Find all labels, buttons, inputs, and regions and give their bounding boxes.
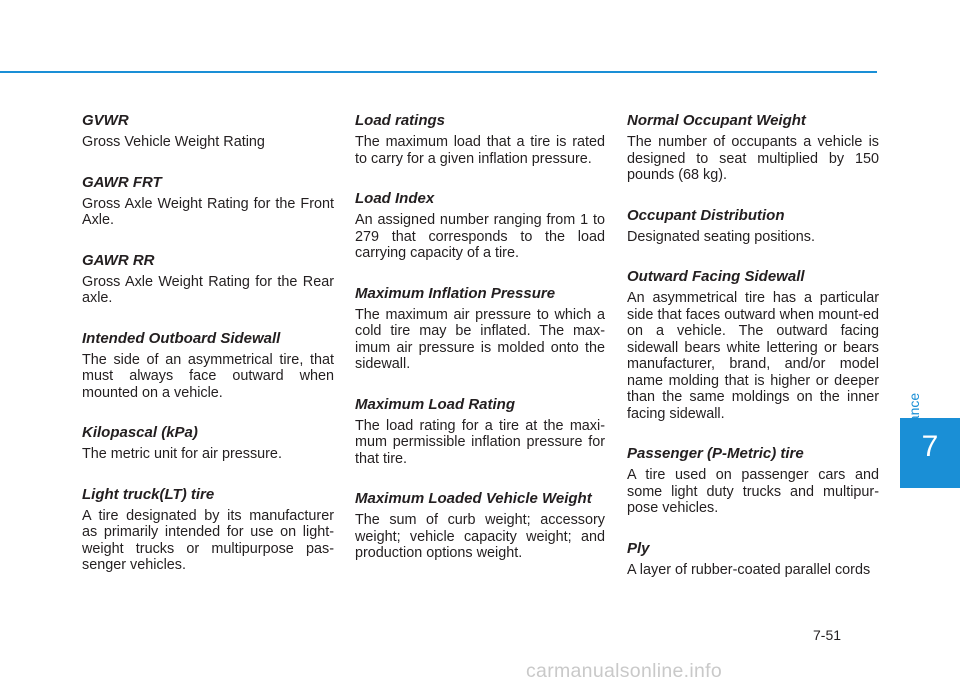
term-heading: GVWR	[82, 112, 129, 129]
term-definition: The metric unit for air pressure.	[82, 446, 282, 462]
term-heading: Load ratings	[355, 112, 446, 129]
term-heading: Kilopascal (kPa)	[82, 424, 198, 441]
term-heading: Light truck(LT) tire	[82, 485, 215, 503]
term-definition: An assigned number ranging from 1 to 279 that corresponds to the load carrying capacity of a tire.	[355, 212, 605, 261]
term-heading: Maximum Inflation Pressure	[355, 284, 556, 302]
term-heading: Outward Facing Sidewall	[627, 268, 805, 285]
term-heading: Ply	[627, 539, 650, 557]
term-definition: A tire designated by its manufacturer as primarily intended for use on light-weight trucks or multipurpose pas-senger vehicles.	[82, 507, 334, 573]
term-definition: The maximum air pressure to which a cold tire may be inflated. The max-imum air pressure is molded onto the sidewall.	[355, 306, 605, 372]
term-definition: A tire used on passenger cars and some light duty trucks and multipur-pose vehicles.	[627, 467, 879, 516]
glossary-column-3	[627, 112, 879, 601]
term-definition: Gross Axle Weight Rating for the Front Axle.	[82, 195, 334, 228]
term-heading: Occupant Distribution	[627, 206, 785, 224]
term-definition: Gross Axle Weight Rating for the Rear axle.	[82, 273, 334, 306]
header-rule	[0, 71, 877, 73]
term-definition: A layer of rubber-coated parallel cords	[627, 561, 871, 578]
term-definition: The maximum load that a tire is rated to carry for a given inflation pressure.	[355, 134, 605, 167]
term-heading: Passenger (P-Metric) tire	[627, 445, 804, 462]
watermark-text: carmanualsonline.info	[526, 660, 722, 682]
term-heading: GAWR RR	[82, 251, 155, 269]
chapter-tab	[900, 418, 960, 488]
term-definition: The number of occupants a vehicle is designed to seat multiplied by 150 pounds (68 kg).	[627, 134, 879, 183]
term-heading: Intended Outboard Sidewall	[82, 329, 281, 347]
term-heading: Normal Occupant Weight	[627, 112, 806, 129]
term-definition: Designated seating positions.	[627, 228, 815, 245]
term-definition: The side of an asymmetrical tire, that must always face outward when mounted on a vehicle.	[82, 351, 334, 401]
term-heading: GAWR FRT	[82, 173, 162, 191]
term-heading: Maximum Loaded Vehicle Weight	[355, 490, 592, 507]
glossary-column-2	[355, 112, 605, 585]
term-heading: Load Index	[355, 190, 435, 207]
term-definition: The load rating for a tire at the maxi-mum permissible inflation pressure for that tire.	[355, 417, 605, 467]
term-definition: An asymmetrical tire has a particular side that faces outward when mount-ed on a vehicle. The outward facing sidewall bears white lettering or bears manufacturer, brand, and/or model name molding that is higher or deeper than the same moldings on the inner facing sidewall.	[627, 290, 879, 422]
page-number: 7-51	[813, 627, 842, 643]
term-definition: The sum of curb weight; accessory weight; vehicle capacity weight; and production options weight.	[355, 512, 605, 561]
term-definition: Gross Vehicle Weight Rating	[82, 134, 265, 150]
chapter-number: 7	[921, 430, 939, 463]
glossary-column-1	[82, 112, 334, 597]
term-heading: Maximum Load Rating	[355, 395, 516, 413]
